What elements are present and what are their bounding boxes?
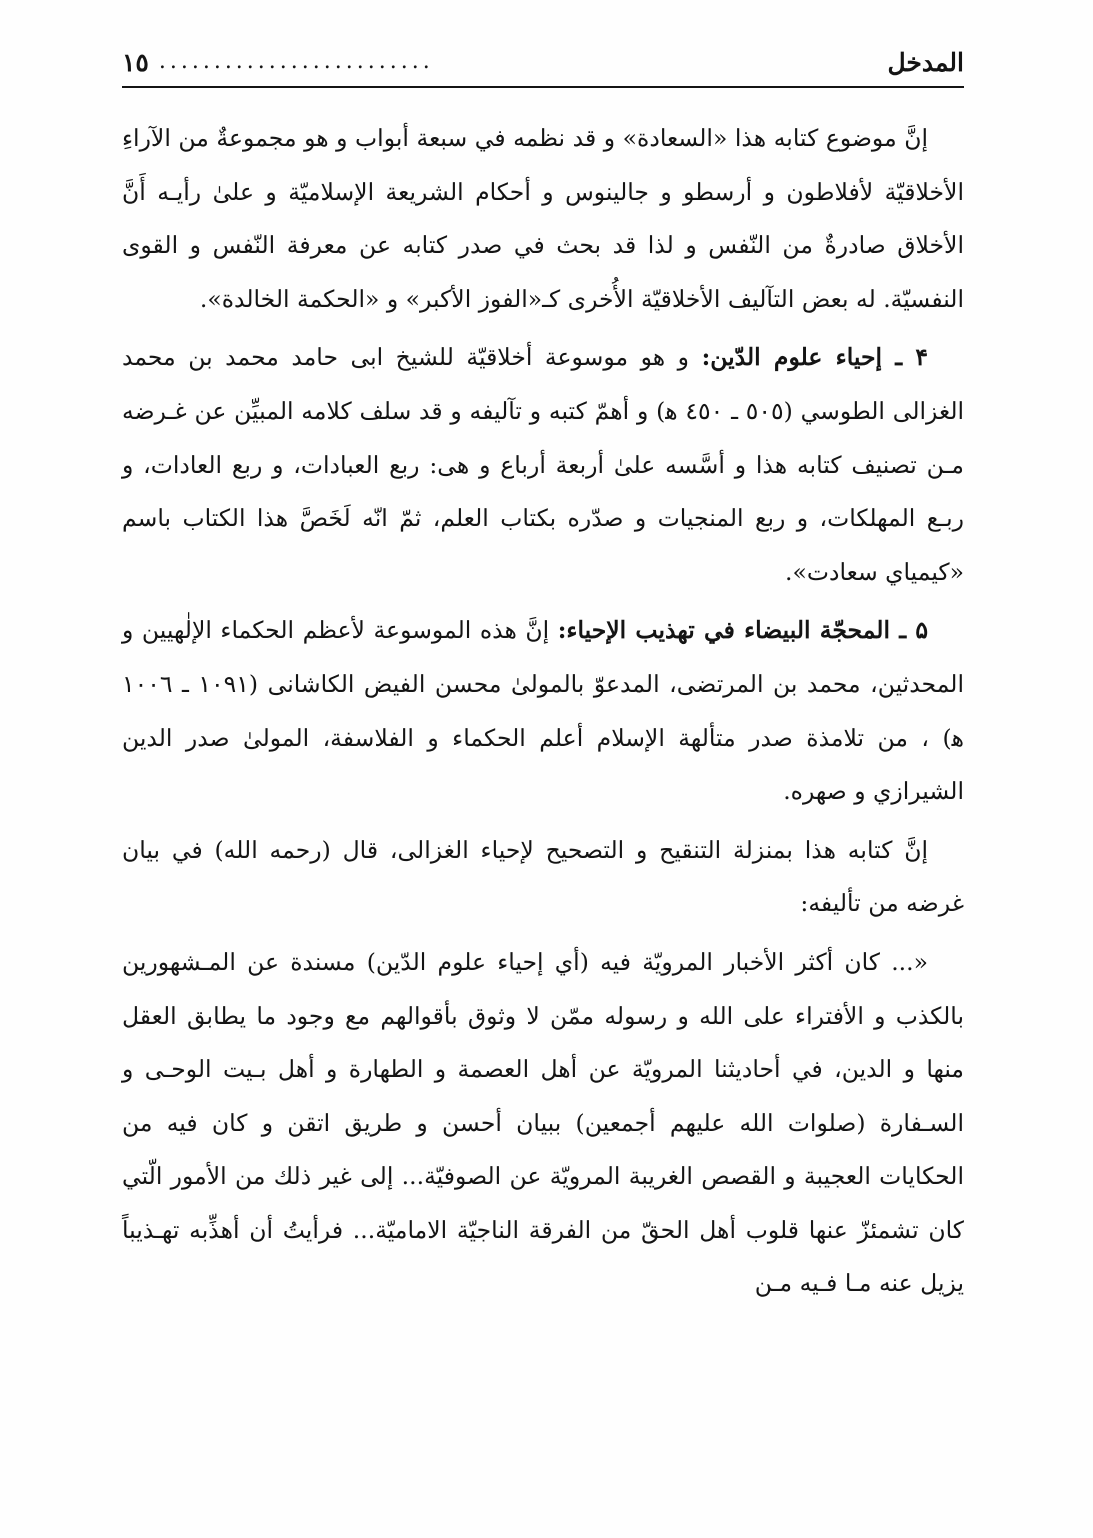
paragraph-mahajja-text: إنَّ هذه الموسوعة لأعظم الحكماء الإلٰهيين و المحدثين، محمد بن المرتضى، المدعوّ بالمولىٰ محسن الفيض الكاشانى (١٠٩١ ـ ١٠٠٦ ه‍) ، من تلامذة صدر متألهة الإسلام أعلم الحكماء و الفلاسفة، المولىٰ صدر الدين الشيرازي و صهره. — [122, 616, 964, 806]
paragraph-ihya-text: و هو موسوعة أخلاقيّة للشيخ ابى حامد محمد بن محمد الغزالى الطوسي (٥٠٥ ـ ٤٥٠ ه‍) و أهمّ كتبه و تآليفه و قد سلف كلامه المبيِّن عن غـرضه مـن تصنيف كتابه هذا و أسَّسه علىٰ أربعة أرباع و هى: ربع العبادات، و ربع العادات، و ربـع المهلكات، و ربع المنجيات و صدّره بكتاب العلم، ثمّ انّه لَخَصَّ هذا الكتاب باسم «كيمياي سعادت». — [122, 343, 965, 586]
page-body — [122, 112, 964, 1316]
heading-mahajja: ۵ ـ المحجّة البيضاء في تهذيب الإحياء: — [557, 616, 928, 645]
paragraph-quote: «... كان أكثر الأخبار المرويّة فيه (أي إحياء علوم الدّين) مسندة عن المـشهورين بالكذب و الأفتراء على الله و رسوله ممّن لا وثوق بأقوالهم مع وجود ما يطابق العقل منها و الدين، في أحاديثنا المرويّة عن أهل العصمة و الطهارة و أهل بـيت الوحـى و السـفارة (صلوات الله عليهم أجمعين) ببيان أحسن و طريق اتقن و كان فيه من الحكايات العجيبة و القصص الغريبة المرويّة عن الصوفيّة... إلى غير ذلك من الأمور الّتي كان تشمئزّ عنها قلوب أهل الحقّ من الفرقة الناجيّة الاماميّة... فرأيتُ أن أهذِّبه تهـذيباً يزيل عنه مـا فـيه مـن — [122, 947, 965, 1298]
page-number: ١٥ — [122, 47, 149, 77]
paragraph-mahajja — [122, 604, 964, 818]
dot-leader: ......................... — [158, 51, 434, 73]
paragraph-ihya — [122, 331, 964, 599]
page-header — [122, 38, 964, 88]
running-title: المدخل — [887, 47, 964, 77]
paragraph-purpose: إنَّ كتابه هذا بمنزلة التنقيح و التصحيح لإحياء الغزالى، قال (رحمه الله) في بيان غرضه من تأليفه: — [122, 835, 964, 918]
paragraph-saada: إنَّ موضوع كتابه هذا «السعادة» و قد نظمه في سبعة أبواب و هو مجموعةٌ من الآراءِ الأخلاقيّة لأفلاطون و أرسطو و جالينوس و أحكام الشريعة الإسلاميّة و علىٰ رأيـه أَنَّ الأخلاق صادرةٌ من النّفس و لذا قد بحث في صدر كتابه عن معرفة النّفس و القوى النفسيّة. له بعض التآليف الأخلاقيّة الأُخرى كـ«الفوز الأكبر» و «الحكمة الخالدة». — [122, 124, 964, 313]
heading-ihya: ۴ ـ إحياء علوم الدّين: — [701, 343, 929, 372]
